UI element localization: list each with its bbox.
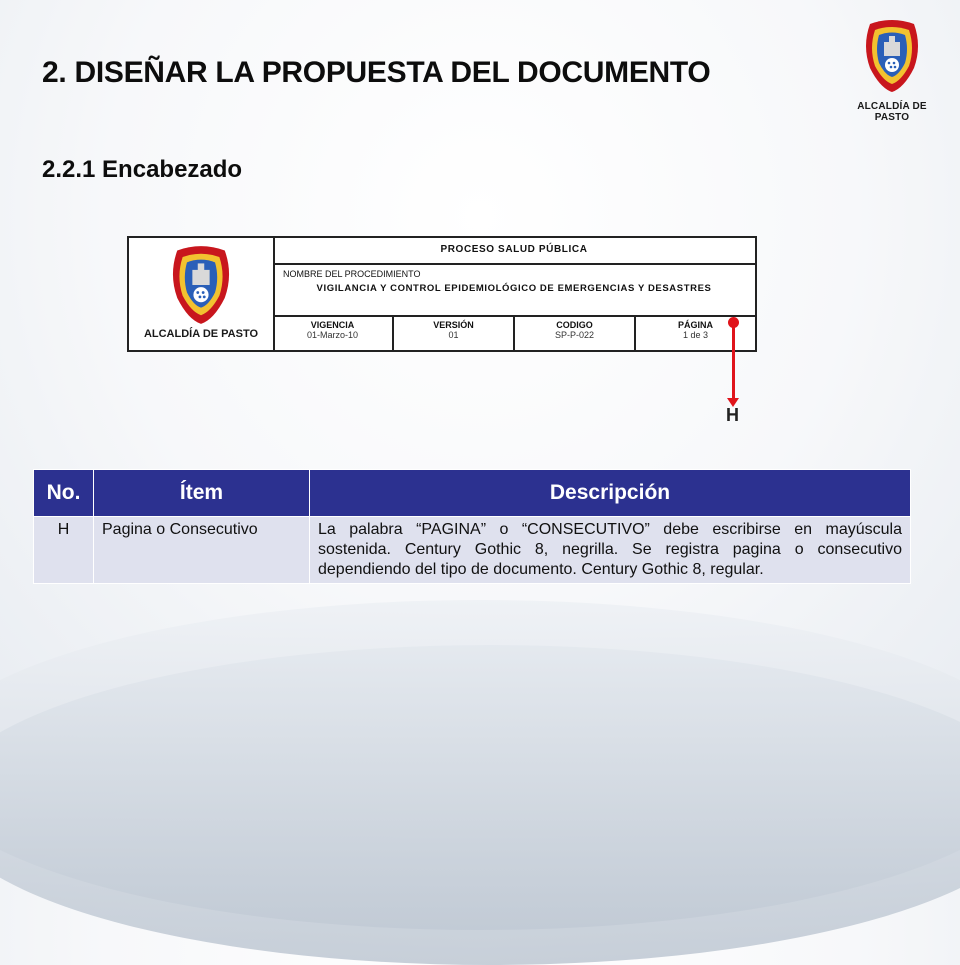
page-title: 2. DISEÑAR LA PROPUESTA DEL DOCUMENTO: [42, 56, 711, 89]
process-name: PROCESO SALUD PÚBLICA: [273, 238, 755, 265]
header-logo-caption: ALCALDÍA DE PASTO: [143, 328, 259, 340]
shield-icon: [860, 18, 924, 94]
field-label: PÁGINA: [677, 320, 713, 330]
column-header-description: Descripción: [310, 470, 911, 517]
header-logo-cell: [129, 238, 275, 350]
background-wave: [0, 645, 960, 965]
procedure-cell: [273, 263, 755, 317]
field-label: VERSIÓN: [433, 320, 474, 330]
coat-of-arms-logo: [842, 18, 942, 123]
marker-label: H: [726, 405, 739, 425]
cell-description: La palabra “PAGINA” o “CONSECUTIVO” debe escribirse en mayúscula sostenida. Century Gothic 8, negrilla. Se registra pagina o consecutivo dependiendo del tipo de documento. Century Gothic 8, regular.: [310, 517, 911, 584]
procedure-label: NOMBRE DEL PROCEDIMIENTO: [283, 269, 421, 279]
vigencia-cell: [273, 315, 394, 350]
field-value: SP-P-022: [554, 330, 595, 340]
field-value: 01: [448, 330, 459, 340]
table-row: [34, 517, 911, 584]
field-label: VIGENCIA: [310, 320, 355, 330]
codigo-cell: [515, 315, 636, 350]
description-table: [33, 469, 911, 584]
document-header-sample: [127, 236, 757, 352]
procedure-name: VIGILANCIA Y CONTROL EPIDEMIOLÓGICO DE EMERGENCIAS Y DESASTRES: [316, 283, 712, 294]
field-value: 01-Marzo-10: [306, 330, 359, 340]
header-meta-row: [273, 315, 755, 350]
cell-no: H: [34, 517, 94, 584]
table-header-row: [34, 470, 911, 517]
logo-caption: ALCALDÍA DE PASTO: [857, 101, 927, 123]
column-header-item: Ítem: [94, 470, 310, 517]
field-label: CODIGO: [556, 320, 593, 330]
version-cell: [394, 315, 515, 350]
marker-arrow-line: [732, 324, 735, 400]
shield-icon: [163, 244, 239, 326]
field-value: 1 de 3: [682, 330, 709, 340]
cell-item: Pagina o Consecutivo: [94, 517, 310, 584]
section-subtitle: 2.2.1 Encabezado: [42, 156, 243, 183]
column-header-no: No.: [34, 470, 94, 517]
